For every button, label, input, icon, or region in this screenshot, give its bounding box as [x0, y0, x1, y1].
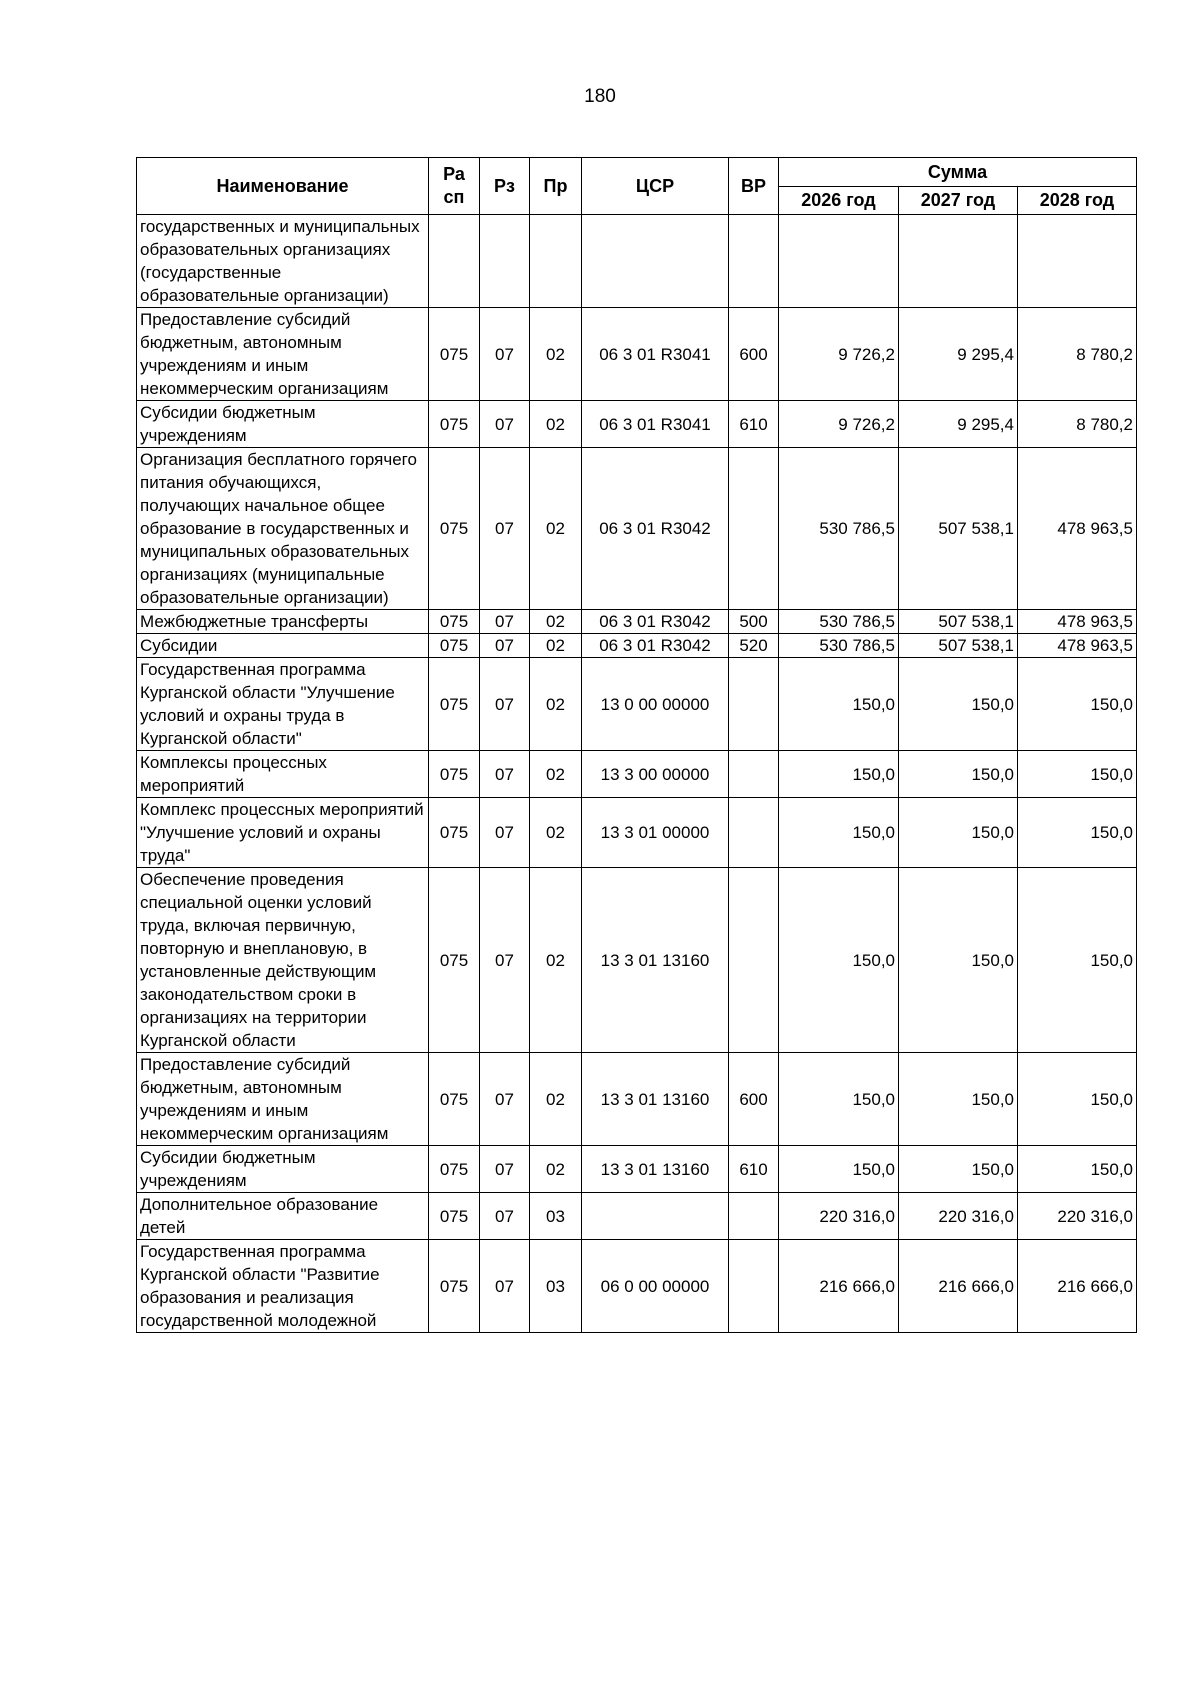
cell-amount-2028: 150,0 [1018, 798, 1137, 868]
cell-amount-2027: 150,0 [899, 1053, 1018, 1146]
cell-pr: 02 [530, 634, 582, 658]
page-number: 180 [584, 86, 616, 107]
cell-pr: 02 [530, 868, 582, 1053]
cell-vr [729, 658, 779, 751]
cell-amount-2028: 8 780,2 [1018, 308, 1137, 401]
cell-amount-2027: 507 538,1 [899, 634, 1018, 658]
cell-csr: 13 3 01 13160 [582, 1053, 729, 1146]
cell-amount-2028: 150,0 [1018, 1146, 1137, 1193]
cell-pr: 03 [530, 1240, 582, 1333]
cell-rz [480, 215, 530, 308]
cell-rz: 07 [480, 868, 530, 1053]
cell-amount-2026: 530 786,5 [779, 610, 899, 634]
header-rz: Рз [480, 158, 530, 215]
cell-amount-2027: 150,0 [899, 798, 1018, 868]
cell-pr: 02 [530, 448, 582, 610]
table-row [137, 658, 1137, 751]
cell-rz: 07 [480, 1146, 530, 1193]
cell-rz: 07 [480, 798, 530, 868]
cell-rasp: 075 [429, 798, 480, 868]
cell-rz: 07 [480, 634, 530, 658]
table-row [137, 798, 1137, 868]
table-row [137, 215, 1137, 308]
cell-rz: 07 [480, 751, 530, 798]
cell-csr: 13 3 00 00000 [582, 751, 729, 798]
cell-rz: 07 [480, 401, 530, 448]
cell-amount-2026: 150,0 [779, 1146, 899, 1193]
cell-rasp: 075 [429, 868, 480, 1053]
cell-amount-2027: 9 295,4 [899, 308, 1018, 401]
cell-rasp [429, 215, 480, 308]
cell-csr: 06 3 01 R3042 [582, 634, 729, 658]
cell-vr: 600 [729, 308, 779, 401]
cell-csr: 06 3 01 R3041 [582, 401, 729, 448]
cell-amount-2026: 150,0 [779, 751, 899, 798]
cell-csr: 13 3 01 13160 [582, 1146, 729, 1193]
cell-amount-2026: 530 786,5 [779, 634, 899, 658]
cell-csr: 13 3 01 13160 [582, 868, 729, 1053]
table-row [137, 448, 1137, 610]
cell-csr [582, 215, 729, 308]
cell-pr: 03 [530, 1193, 582, 1240]
header-sum: Сумма [779, 158, 1137, 187]
cell-amount-2026: 9 726,2 [779, 308, 899, 401]
cell-pr: 02 [530, 1146, 582, 1193]
cell-vr [729, 868, 779, 1053]
cell-amount-2027: 220 316,0 [899, 1193, 1018, 1240]
cell-vr: 610 [729, 1146, 779, 1193]
cell-amount-2028: 478 963,5 [1018, 634, 1137, 658]
cell-csr: 13 3 01 00000 [582, 798, 729, 868]
cell-amount-2027: 150,0 [899, 1146, 1018, 1193]
table-row [137, 308, 1137, 401]
cell-pr [530, 215, 582, 308]
table-row [137, 1053, 1137, 1146]
cell-csr: 06 3 01 R3041 [582, 308, 729, 401]
cell-vr: 600 [729, 1053, 779, 1146]
cell-rasp: 075 [429, 751, 480, 798]
cell-rasp: 075 [429, 448, 480, 610]
budget-table [136, 157, 1137, 1333]
cell-vr: 500 [729, 610, 779, 634]
cell-rasp: 075 [429, 658, 480, 751]
row-name: Государственная программа Курганской области "Улучшение условий и охраны труда в Курганской области" [137, 658, 429, 751]
table-row [137, 401, 1137, 448]
row-name: Комплекс процессных мероприятий "Улучшение условий и охраны труда" [137, 798, 429, 868]
cell-amount-2027: 150,0 [899, 658, 1018, 751]
cell-csr: 13 0 00 00000 [582, 658, 729, 751]
row-name: государственных и муниципальных образовательных организациях (государственные образовательные организации) [137, 215, 429, 308]
cell-rz: 07 [480, 1240, 530, 1333]
cell-amount-2026 [779, 215, 899, 308]
cell-amount-2027: 216 666,0 [899, 1240, 1018, 1333]
row-name: Субсидии бюджетным учреждениям [137, 1146, 429, 1193]
row-name: Предоставление субсидий бюджетным, автономным учреждениям и иным некоммерческим организациям [137, 1053, 429, 1146]
cell-amount-2026: 9 726,2 [779, 401, 899, 448]
row-name: Предоставление субсидий бюджетным, автономным учреждениям и иным некоммерческим организациям [137, 308, 429, 401]
header-year-2026: 2026 год [779, 187, 899, 215]
cell-amount-2028: 216 666,0 [1018, 1240, 1137, 1333]
cell-rz: 07 [480, 1053, 530, 1146]
cell-pr: 02 [530, 610, 582, 634]
cell-pr: 02 [530, 751, 582, 798]
cell-rasp: 075 [429, 308, 480, 401]
cell-vr: 610 [729, 401, 779, 448]
cell-rasp: 075 [429, 1193, 480, 1240]
cell-vr [729, 448, 779, 610]
header-pr: Пр [530, 158, 582, 215]
header-name: Наименование [137, 158, 429, 215]
cell-pr: 02 [530, 798, 582, 868]
header-csr: ЦСР [582, 158, 729, 215]
cell-amount-2027: 9 295,4 [899, 401, 1018, 448]
cell-pr: 02 [530, 1053, 582, 1146]
cell-amount-2026: 150,0 [779, 658, 899, 751]
cell-rz: 07 [480, 448, 530, 610]
cell-amount-2027: 150,0 [899, 751, 1018, 798]
row-name: Организация бесплатного горячего питания обучающихся, получающих начальное общее образование в государственных и муниципальных образовательных организациях (муниципальные образовательные организации) [137, 448, 429, 610]
cell-amount-2026: 150,0 [779, 868, 899, 1053]
cell-rasp: 075 [429, 1053, 480, 1146]
cell-vr: 520 [729, 634, 779, 658]
cell-pr: 02 [530, 308, 582, 401]
cell-pr: 02 [530, 658, 582, 751]
table-row [137, 751, 1137, 798]
cell-rz: 07 [480, 1193, 530, 1240]
cell-amount-2026: 220 316,0 [779, 1193, 899, 1240]
cell-rasp: 075 [429, 1240, 480, 1333]
cell-amount-2027: 507 538,1 [899, 448, 1018, 610]
cell-amount-2026: 150,0 [779, 798, 899, 868]
table-body [137, 215, 1137, 1333]
row-name: Государственная программа Курганской области "Развитие образования и реализация государственной молодежной [137, 1240, 429, 1333]
cell-amount-2028: 478 963,5 [1018, 448, 1137, 610]
cell-rasp: 075 [429, 610, 480, 634]
row-name: Межбюджетные трансферты [137, 610, 429, 634]
cell-amount-2027: 150,0 [899, 868, 1018, 1053]
cell-amount-2028 [1018, 215, 1137, 308]
cell-amount-2028: 150,0 [1018, 658, 1137, 751]
table-row [137, 868, 1137, 1053]
row-name: Субсидии [137, 634, 429, 658]
cell-amount-2028: 150,0 [1018, 751, 1137, 798]
cell-csr: 06 3 01 R3042 [582, 448, 729, 610]
header-year-2028: 2028 год [1018, 187, 1137, 215]
cell-amount-2028: 478 963,5 [1018, 610, 1137, 634]
cell-rasp: 075 [429, 401, 480, 448]
cell-amount-2028: 220 316,0 [1018, 1193, 1137, 1240]
row-name: Обеспечение проведения специальной оценки условий труда, включая первичную, повторную и внеплановую, в установленные действующим законодательством сроки в организациях на территории Курганской области [137, 868, 429, 1053]
row-name: Субсидии бюджетным учреждениям [137, 401, 429, 448]
cell-amount-2027 [899, 215, 1018, 308]
cell-rz: 07 [480, 610, 530, 634]
row-name: Дополнительное образование детей [137, 1193, 429, 1240]
cell-vr [729, 1240, 779, 1333]
table-row [137, 1193, 1137, 1240]
cell-amount-2028: 8 780,2 [1018, 401, 1137, 448]
table-row [137, 634, 1137, 658]
cell-vr [729, 751, 779, 798]
cell-rasp: 075 [429, 634, 480, 658]
table-row [137, 1240, 1137, 1333]
cell-amount-2028: 150,0 [1018, 868, 1137, 1053]
header-vr: ВР [729, 158, 779, 215]
table-row [137, 610, 1137, 634]
table-row [137, 1146, 1137, 1193]
cell-vr [729, 798, 779, 868]
cell-rz: 07 [480, 308, 530, 401]
table-header [137, 158, 1137, 215]
cell-rz: 07 [480, 658, 530, 751]
cell-amount-2026: 216 666,0 [779, 1240, 899, 1333]
header-rasp: Ра сп [429, 158, 480, 215]
row-name: Комплексы процессных мероприятий [137, 751, 429, 798]
cell-vr [729, 215, 779, 308]
header-year-2027: 2027 год [899, 187, 1018, 215]
cell-pr: 02 [530, 401, 582, 448]
cell-csr: 06 3 01 R3042 [582, 610, 729, 634]
cell-amount-2027: 507 538,1 [899, 610, 1018, 634]
cell-amount-2026: 530 786,5 [779, 448, 899, 610]
cell-amount-2028: 150,0 [1018, 1053, 1137, 1146]
cell-amount-2026: 150,0 [779, 1053, 899, 1146]
cell-csr [582, 1193, 729, 1240]
cell-rasp: 075 [429, 1146, 480, 1193]
cell-csr: 06 0 00 00000 [582, 1240, 729, 1333]
cell-vr [729, 1193, 779, 1240]
